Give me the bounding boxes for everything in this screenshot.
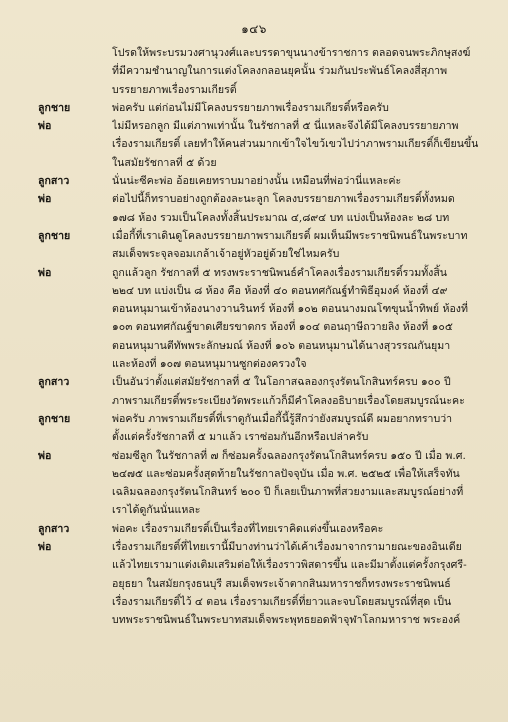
text-line: ไม่มีหรอกลูก มีแต่ภาพเท่านั้น ในรัชกาลที่ ๕ นี่แหละจึงได้มีโคลงบรรยายภาพ [112, 120, 459, 133]
text-line: นั่นน่ะซีคะพ่อ อ้อยเคยทราบมาอย่างนั้น เหมือนที่พ่อว่านี่แหละค่ะ [112, 175, 402, 188]
text-line: ๒๒๔ บท แบ่งเป็น ๘ ห้อง คือ ห้องที่ ๔๐ ตอนทศกัณฐ์ทำพิธีอุมงค์ ห้องที่ ๔๙ [112, 284, 448, 297]
speaker-label: ลูกชาย [38, 101, 71, 114]
speaker-label: พ่อ [38, 449, 52, 462]
text-line: โปรดให้พระบรมวงศานุวงศ์และบรรดาขุนนางข้าราชการ ตลอดจนพระภิกษุสงฆ์ [112, 47, 471, 59]
dialogue-entry [38, 99, 478, 117]
dialogue-entry [38, 538, 478, 629]
speech-text [112, 410, 478, 447]
speaker-label: ลูกชาย [38, 412, 71, 425]
text-line: แล้วไทยเรามาแต่งเติมเสริมต่อให้เรื่องราวพิสดารขึ้น และมีมาตั้งแต่ครั้งกรุงศรี- [112, 559, 467, 572]
dialogue-entry [38, 520, 478, 538]
text-line: ต่อไปนี้ก็ทราบอย่างถูกต้องละนะลูก โคลงบรรยายภาพเรื่องรามเกียรติ์ทั้งหมด [112, 193, 455, 206]
speech-text [112, 44, 478, 99]
text-line: อยุธยา ในสมัยกรุงธนบุรี สมเด็จพระเจ้าตากสินมหาราชก็ทรงพระราชนิพนธ์ [112, 577, 451, 590]
text-line: เฉลิมฉลองกรุงรัตนโกสินทร์ ๒๐๐ ปี ก็เลยเป็นภาพที่สวยงามและสมบูรณ์อย่างที่ [112, 486, 464, 499]
speaker-label: ลูกสาว [38, 522, 70, 535]
text-line: ตอนหนุมานเข้าห้องนางวานรินทร์ ห้องที่ ๑๐๒ ตอนนางมณโฑขุนน้ำทิพย์ ห้องที่ [112, 303, 468, 316]
speech-text [112, 190, 478, 227]
speaker-label: ลูกสาว [38, 376, 70, 389]
dialogue-entry [38, 410, 478, 447]
text-line: ซ่อมซีลูก ในรัชกาลที่ ๗ ก็ซ่อมครั้งฉลองกรุงรัตนโกสินทร์ครบ ๑๕๐ ปี เมื่อ พ.ศ. [112, 449, 466, 462]
text-line: ๑๗๘ ห้อง รวมเป็นโคลงทั้งสิ้นประมาณ ๔,๘๙๔ บท แบ่งเป็นห้องละ ๒๘ บท [112, 211, 450, 224]
text-line: ๑๐๓ ตอนทศกัณฐ์ขาดเศียรขาดกร ห้องที่ ๑๐๔ ตอนฤาษีถวายลิง ห้องที่ ๑๐๕ [112, 321, 453, 334]
dialogue-entry [38, 264, 478, 374]
speech-text [112, 99, 478, 117]
dialogue-body [38, 44, 478, 630]
page-number: ๑๔๖ [241, 22, 267, 36]
text-line: เมื่อกี้ที่เราเดินดูโคลงบรรยายภาพรามเกียรติ์ ผมเห็นมีพระราชนิพนธ์ในพระบาท [112, 229, 468, 242]
speaker-label: พ่อ [38, 193, 52, 206]
speech-text [112, 117, 478, 172]
dialogue-entry [38, 190, 478, 227]
dialogue-entry [38, 447, 478, 520]
text-line: พ่อครับ แต่ก่อนไม่มีโคลงบรรยายภาพเรื่องรามเกียรติ์หรือครับ [112, 101, 389, 114]
text-line: เป็นอันว่าตั้งแต่สมัยรัชกาลที่ ๕ ในโอกาสฉลองกรุงรัตนโกสินทร์ครบ ๑๐๐ ปี [112, 376, 451, 389]
text-line: ภาพรามเกียรติ์พระระเบียงวัดพระแก้วก็มีคำโคลงอธิบายเรื่องโดยสมบูรณ์นะคะ [112, 394, 465, 407]
text-line: เรื่องรามเกียรติ์ไว้ ๔ ตอน เรื่องรามเกียรติ์ที่ยาวและจบโดยสมบูรณ์ที่สุด เป็น [112, 595, 452, 608]
text-line: บทพระราชนิพนธ์ในพระบาทสมเด็จพระพุทธยอดฟ้าจุฬาโลกมหาราช พระองค์ [112, 614, 461, 627]
text-line: เรื่องรามเกียรติ์ที่ไทยเรานี้มีบางท่านว่าได้เค้าเรื่องมาจากรามายณะของอินเดีย [112, 541, 462, 554]
speaker-label: พ่อ [38, 120, 52, 133]
speech-text [112, 373, 478, 410]
text-line: ในสมัยรัชกาลที่ ๕ ด้วย [112, 156, 217, 169]
speech-text [112, 447, 478, 520]
speech-text [112, 520, 478, 538]
text-line: พ่อครับ ภาพรามเกียรติ์ที่เราดูกันเมื่อกี้นี้รู้สึกว่ายังสมบูรณ์ดี ผมอยากทราบว่า [112, 412, 453, 425]
text-line: สมเด็จพระจุลจอมเกล้าเจ้าอยู่หัวอยู่ด้วยใช่ไหมครับ [112, 248, 340, 261]
speech-text [112, 264, 478, 374]
text-line: บรรยายภาพเรื่องรามเกียรติ์ [112, 83, 237, 96]
text-line: ๒๔๗๕ และซ่อมครั้งสุดท้ายในรัชกาลปัจจุบัน เมื่อ พ.ศ. ๒๕๒๕ เพื่อให้เสร็จทัน [112, 467, 460, 480]
speech-text [112, 227, 478, 264]
speaker-label: ลูกชาย [38, 229, 71, 242]
speaker-label: พ่อ [38, 266, 52, 279]
text-line: ถูกแล้วลูก รัชกาลที่ ๕ ทรงพระราชนิพนธ์คำโคลงเรื่องรามเกียรติ์รวมทั้งสิ้น [112, 266, 448, 279]
text-line: พ่อคะ เรื่องรามเกียรติ์เป็นเรื่องที่ไทยเราคิดแต่งขึ้นเองหรือคะ [112, 522, 384, 535]
text-line: ตอนหนุมานตีทัพพระลักษมณ์ ห้องที่ ๑๐๖ ตอนหนุมานได้นางสุวรรณกันยุมา [112, 339, 451, 352]
dialogue-entry [38, 373, 478, 410]
speech-text [112, 538, 478, 629]
text-line: เรื่องรามเกียรติ์ เลยทำให้คนส่วนมากเข้าใจไขว้เขวไปว่าภาพรามเกียรติ์ก็เขียนขึ้น [112, 138, 478, 151]
dialogue-entry [38, 44, 478, 99]
dialogue-entry [38, 227, 478, 264]
speaker-label: ลูกสาว [38, 175, 70, 188]
dialogue-entry [38, 172, 478, 190]
text-line: ที่มีความชำนาญในการแต่งโคลงกลอนยุคนั้น ร่วมกันประพันธ์โคลงสี่สุภาพ [112, 65, 448, 78]
text-line: เราได้ดูกันนั่นแหละ [112, 504, 201, 517]
speech-text [112, 172, 478, 190]
dialogue-entry [38, 117, 478, 172]
text-line: และห้องที่ ๑๐๗ ตอนหนุมานซูกต่องครวงใจ [112, 358, 307, 371]
text-line: ตั้งแต่ครั้งรัชกาลที่ ๕ มาแล้ว เราซ่อมกันอีกหรือเปล่าครับ [112, 431, 369, 444]
speaker-label: พ่อ [38, 541, 52, 554]
